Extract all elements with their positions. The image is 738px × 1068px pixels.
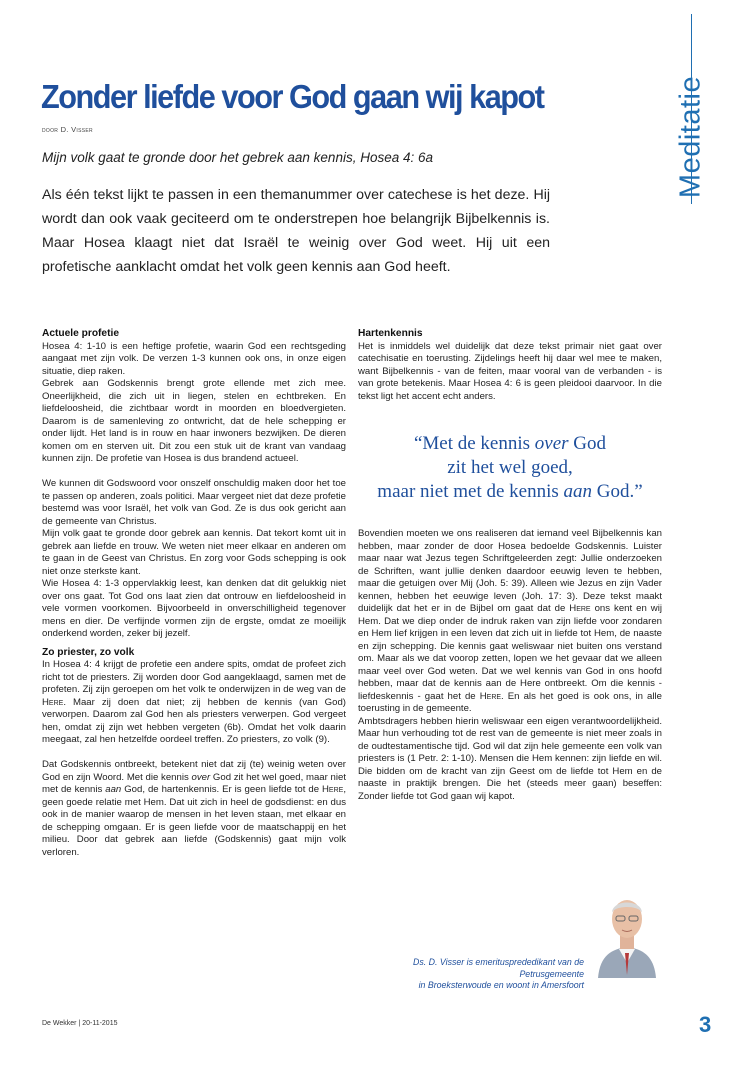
article-title: Zonder liefde voor God gaan wij kapot	[41, 78, 544, 115]
pull-quote-line: “Met de kennis over God	[413, 433, 607, 454]
left-column	[42, 328, 346, 859]
photo-caption	[358, 957, 584, 992]
intro-paragraph: Als één tekst lijkt te passen in een themanummer over catechese is het deze. Hij wordt dan ook vaak geciteerd om te onderstrepen hoe belangrijk Bijbelkennis is. Maar Hosea klaagt niet dat Israël te weinig over God weet. Hij uit een profetische aanklacht omdat het volk geen kennis aan God heeft.	[42, 187, 550, 275]
heading-zo-priester: Zo priester, zo volk	[42, 646, 135, 658]
page-number: 3	[699, 1012, 712, 1037]
paragraph: Hosea 4: 1-10 is een heftige profetie, waarin God een rechtsgeding aangaat met zijn volk. De verzen 1-3 kunnen ook ons, in onze eigen situatie, diep raken.	[42, 340, 346, 377]
heading-actuele-profetie: Actuele profetie	[42, 328, 119, 339]
pull-quote	[358, 432, 662, 504]
author-photo	[592, 883, 662, 978]
byline	[42, 125, 93, 134]
pull-quote-line: zit het wel goed,	[447, 457, 573, 478]
section-label: Meditatie	[674, 75, 707, 199]
right-column-top	[358, 328, 662, 403]
paragraph: Bovendien moeten we ons realiseren dat iemand veel Bijbelkennis kan hebben, maar zonder de door Hosea bedoelde Godskennis. Luister maar naar wat Jezus tegen Schriftgeleerden zegt: Jullie onderzoeken de Schriften, want jullie denken daardoor eeuwig leven te hebben, maar die getuigen over Mij (Joh. 5: 39). Alleen wie Jezus en zijn Vader kennen, hebben het eeuwige leven (Joh. 17: 3). Deze tekst maakt duidelijk dat het er in de Bijbel om gaat dat de Here ons kent en wij Hem. Dat we diep onder de indruk raken van zijn liefde voor zondaren en Hem lief krijgen in een leven dat zich uit in liefde tot Hem, de naaste en zijn schepping. Die kennis gaat weliswaar niet buiten ons verstand om. Maar als we dat voorop zetten, lopen we het gevaar dat we alleen maar veel over God weten. Dat we wel kennis van God in ons hoofd hebben, maar dat de kennis aan de Here ontbreekt. Om die kennis - liefdeskennis - gaat het de Here. En als het goed is ook ons, in alle toerusting in de gemeente.	[358, 528, 662, 714]
heading-hartenkennis: Hartenkennis	[358, 328, 423, 339]
paragraph: Mijn volk gaat te gronde door gebrek aan kennis. Dat tekort komt uit in gebrek aan liefde en trouw. We weten niet meer elkaar en anderen om te gaan in de Geest van Christus. En zorg voor Gods schepping is ook niet onze sterkste kant.	[42, 528, 346, 577]
byline-author: D. Visser	[60, 125, 93, 134]
paragraph: Wie Hosea 4: 1-3 oppervlakkig leest, kan denken dat dit gelukkig niet over ons gaat. Tot God ons laat zien dat ontrouw en liefdeloosheid in vele vormen voorkomen. Bijvoorbeeld in onverschilligheid tegenover mens en dier. De verfijnde vormen zijn de ergste, omdat ze moeilijk onderkend worden, zeker bij jezelf.	[42, 578, 346, 639]
paragraph: We kunnen dit Godswoord voor onszelf onschuldig maken door het toe te passen op anderen, zoals politici. Maar vergeet niet dat deze profetie bestemd was voor Israël, het volk van God. Ze is dus ook gericht aan de gemeente van Christus.	[42, 478, 346, 527]
lead-quote: Mijn volk gaat te gronde door het gebrek aan kennis, Hosea 4: 6a	[42, 150, 433, 165]
byline-prefix: door	[42, 125, 59, 134]
paragraph: Gebrek aan Godskennis brengt grote ellende met zich mee. Oneerlijkheid, die zich uit in liegen, stelen en echtbreken. En liefdeloosheid, die zichtbaar wordt in moorden en bloedvergieten. Daarom is de samenleving zo ontwricht, dat de hele schepping er onder lijdt. Het land is in rouw en haar inwoners bezwijken. De dieren komen om en sterven uit. Dit zou een stuk uit de krant van vandaag kunnen zijn. De profetie van Hosea is dus brandend actueel.	[42, 378, 346, 464]
footer-publication: De Wekker | 20-11-2015	[42, 1020, 118, 1027]
right-column-bottom	[358, 528, 662, 803]
pull-quote-line: maar niet met de kennis aan God.”	[377, 481, 643, 502]
caption-line: in Broeksterwoude en woont in Amersfoort	[418, 980, 584, 990]
paragraph: Dat Godskennis ontbreekt, betekent niet dat zij (te) weinig weten over God en zijn Woord. Met die kennis over God zit het wel goed, maar niet met de kennis aan God, de hartenkennis. Er is geen liefde tot de Here, geen goede relatie met Hem. Dat uit zich in heel de godsdienst: en dus ook in de manier waarop de mensen in het leven staan, met elkaar en de schepping omgaan. Er is geen liefde voor de maatschappij en het milieu. Door dat gebrek aan liefde (Godskennis) gaat mijn volk verloren.	[42, 759, 347, 858]
paragraph: Ambtsdragers hebben hierin weliswaar een eigen verantwoordelijkheid. Maar hun verhouding tot de rest van de gemeente is niet meer zoals in de oudtestamentische tijd. God wil dat zijn hele gemeente een volk van priesters is (1 Petr. 2: 1-10). Mensen die Hem kennen: zijn liefde en wil. Die bidden om de kracht van zijn Geest om de liefde tot Hem en de naaste in praktijk brengen. Die het (steeds meer gaan) beseffen: Zonder liefde tot God gaan wij kapot.	[358, 715, 662, 802]
caption-line: Ds. D. Visser is emeritusprededikant van de Petrusgemeente	[413, 957, 584, 979]
paragraph: In Hosea 4: 4 krijgt de profetie een andere spits, omdat de profeet zich richt tot de priesters. Zij worden door God aangeklaagd, samen met de profeten. Zij zijn geroepen om het volk te onderwijzen in de weg van de Here. Maar zij doen dat niet; zij hebben de kennis (van God) verworpen. Daarom zal God hen als priesters verwerpen. God vergeet hen, omdat zij zijn wet hebben vergeten (6b). Omdat het volk daarin meegaat, zal hen hetzelfde oordeel treffen. Zo priesters, zo volk (9).	[42, 659, 346, 745]
paragraph: Het is inmiddels wel duidelijk dat deze tekst primair niet gaat over catechisatie en toerusting. Zijdelings heeft hij daar wel mee te maken, want Bijbelkennis - van de feiten, maar vooral van de verbanden - is van grote betekenis. Maar Hosea 4: 6 is geen pleidooi daarvoor. In die tekst ligt het accent echt anders.	[358, 340, 662, 402]
